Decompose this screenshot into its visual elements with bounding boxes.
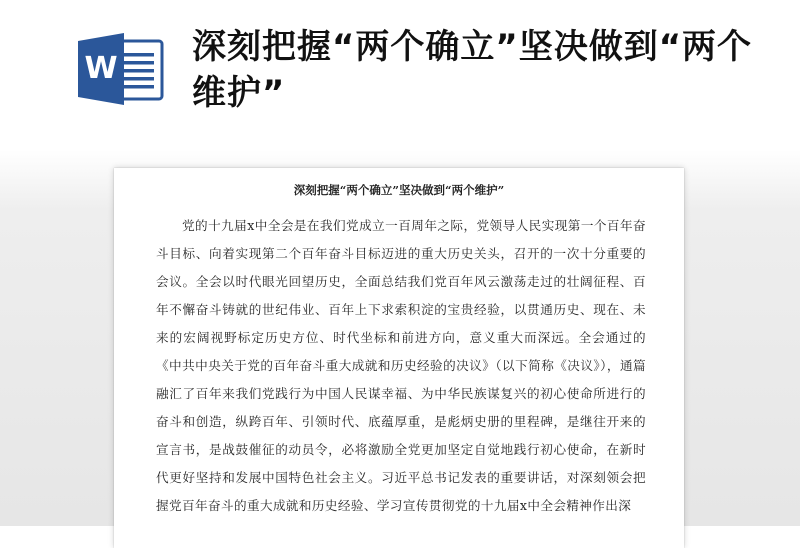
microsoft-word-icon <box>78 33 164 105</box>
word-logo-letter: W <box>84 51 118 86</box>
document-title: 深刻把握“两个确立”坚决做到“两个维护” <box>293 183 505 197</box>
document-page <box>114 168 684 548</box>
header-title: 深刻把握“两个确立”坚决做到“两个维护” <box>192 27 753 113</box>
document-paragraph: 党的十九届x中全会是在我们党成立一百周年之际，党领导人民实现第一个百年奋斗目标、向着实现第二个百年奋斗目标迈进的重大历史关头，召开的一次十分重要的会议。全会以时代眼光回望历史，全面总结我们党百年风云激荡走过的壮阔征程、百年不懈奋斗铸就的世纪伟业、百年上下求索积淀的宝贵经验，以贯通历史、现在、未来的宏阔视野标定历史方位、时代坐标和前进方向，意义重大而深远。全会通过的《中共中央关于党的百年奋斗重大成就和历史经验的决议》（以下简称《决议》），通篇融汇了百年来我们党践行为中国人民谋幸福、为中华民族谋复兴的初心使命所进行的奋斗和创造，纵跨百年、引领时代、底蕴厚重，是彪炳史册的里程碑，是继往开来的宣言书，是战鼓催征的动员令，必将激励全党更加坚定自觉地践行初心使命，在新时代更好坚持和发展中国特色社会主义。习近平总书记发表的重要讲话，对深刻领会把握党百年奋斗的重大成就和历史经验、学习宣传贯彻党的十九届x中全会精神作出深 <box>156 218 646 513</box>
